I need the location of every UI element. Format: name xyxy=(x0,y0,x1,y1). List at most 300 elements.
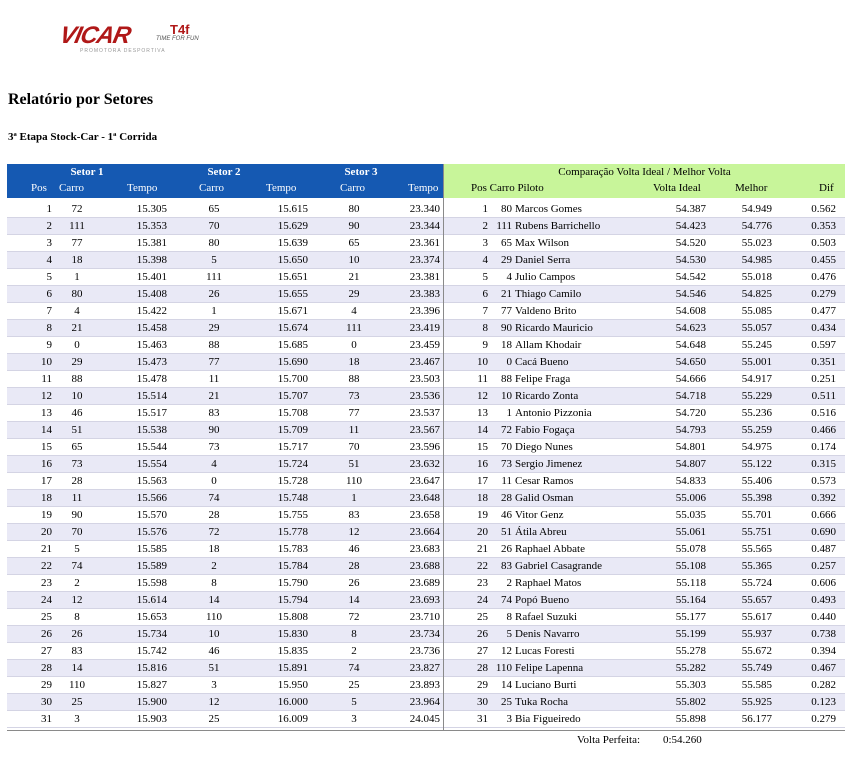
comparison-header xyxy=(444,164,845,198)
pos-cell: 9 xyxy=(46,339,52,351)
sector1-carro-cell: 12 xyxy=(71,594,83,606)
table-row xyxy=(444,490,845,507)
sector1-tempo-cell: 15.473 xyxy=(136,356,167,368)
sector3-carro-cell: 14 xyxy=(348,594,360,606)
sector3-carro-cell: 10 xyxy=(348,254,360,266)
sector3-tempo-cell: 23.648 xyxy=(409,492,440,504)
sector2-carro-cell: 25 xyxy=(208,713,220,725)
sector2-tempo-cell: 15.700 xyxy=(277,373,308,385)
col-volta-ideal: Volta Ideal xyxy=(653,182,701,194)
comp-piloto-cell: Max Wilson xyxy=(515,237,570,249)
sector3-carro-cell: 72 xyxy=(348,611,360,623)
comp-piloto-cell: Marcos Gomes xyxy=(515,203,582,215)
comp-melhor-cell: 54.917 xyxy=(741,373,772,385)
comp-carro-cell: 14 xyxy=(501,679,512,691)
comp-carro-cell: 18 xyxy=(501,339,512,351)
sectors-header xyxy=(7,164,443,198)
pos-cell: 29 xyxy=(41,679,52,691)
comp-pos-cell: 8 xyxy=(482,322,488,334)
table-row xyxy=(7,320,443,337)
sector1-carro-cell: 21 xyxy=(71,322,83,334)
sector3-carro-cell: 28 xyxy=(348,560,360,572)
sector1-carro-cell: 72 xyxy=(71,203,83,215)
sector3-tempo-cell: 23.710 xyxy=(409,611,440,623)
sector3-carro-cell: 8 xyxy=(351,628,357,640)
comp-piloto-cell: Gabriel Casagrande xyxy=(515,560,603,572)
sector2-heading: Setor 2 xyxy=(207,166,241,178)
sector1-carro-cell: 73 xyxy=(71,458,83,470)
sector2-carro-cell: 14 xyxy=(208,594,220,606)
sector3-tempo-cell: 23.459 xyxy=(409,339,440,351)
sector2-tempo-cell: 15.708 xyxy=(277,407,308,419)
sector3-tempo-cell: 23.693 xyxy=(409,594,440,606)
sector1-carro-cell: 74 xyxy=(71,560,83,572)
sector2-carro-cell: 1 xyxy=(211,305,217,317)
perfect-lap-label: Volta Perfeita: xyxy=(577,734,641,746)
sector2-carro-cell: 21 xyxy=(208,390,220,402)
comp-carro-cell: 1 xyxy=(506,407,512,419)
sector3-carro-cell: 74 xyxy=(348,662,360,674)
sector3-tempo-cell: 23.664 xyxy=(409,526,440,538)
comp-pos-cell: 18 xyxy=(477,492,488,504)
sector2-tempo-cell: 15.830 xyxy=(277,628,308,640)
comp-dif-cell: 0.606 xyxy=(811,577,836,589)
comp-melhor-cell: 54.975 xyxy=(741,441,772,453)
table-row xyxy=(444,337,845,354)
sector3-carro-cell: 4 xyxy=(351,305,357,317)
comp-melhor-cell: 55.236 xyxy=(741,407,772,419)
sector3-tempo-cell: 23.658 xyxy=(409,509,440,521)
comp-carro-cell: 26 xyxy=(501,543,512,555)
table-row xyxy=(444,541,845,558)
sector3-tempo-cell: 23.537 xyxy=(409,407,440,419)
sector1-carro-cell: 111 xyxy=(69,220,85,232)
comp-piloto-cell: Allam Khodair xyxy=(515,339,582,351)
sector3-tempo-cell: 23.736 xyxy=(409,645,440,657)
comp-ideal-cell: 54.793 xyxy=(675,424,706,436)
sector1-heading: Setor 1 xyxy=(70,166,104,178)
sector1-carro-cell: 65 xyxy=(71,441,83,453)
comp-ideal-cell: 55.108 xyxy=(675,560,706,572)
sector1-carro-cell: 11 xyxy=(71,492,83,504)
sector3-tempo-cell: 23.361 xyxy=(409,237,440,249)
comp-carro-cell: 73 xyxy=(501,458,512,470)
sector1-carro-cell: 46 xyxy=(71,407,83,419)
comp-pos-cell: 6 xyxy=(482,288,488,300)
sector1-carro-cell: 90 xyxy=(71,509,83,521)
sector2-carro-cell: 88 xyxy=(208,339,220,351)
comp-pos-cell: 25 xyxy=(477,611,488,623)
comp-melhor-cell: 55.406 xyxy=(741,475,772,487)
comp-ideal-cell: 54.720 xyxy=(675,407,706,419)
sector3-tempo-cell: 23.396 xyxy=(409,305,440,317)
comp-ideal-cell: 55.898 xyxy=(675,713,706,725)
comp-pos-cell: 31 xyxy=(477,713,488,725)
comp-piloto-cell: Ricardo Zonta xyxy=(515,390,579,402)
sector1-tempo-cell: 15.570 xyxy=(136,509,167,521)
comp-dif-cell: 0.123 xyxy=(811,696,836,708)
table-row xyxy=(444,439,845,456)
table-row xyxy=(444,694,845,711)
table-row xyxy=(7,558,443,575)
sector3-tempo-cell: 23.344 xyxy=(409,220,440,232)
comp-melhor-cell: 55.245 xyxy=(741,339,772,351)
sector3-tempo-cell: 23.734 xyxy=(409,628,440,640)
comp-piloto-cell: Antonio Pizzonia xyxy=(515,407,592,419)
sector3-carro-cell: 11 xyxy=(348,424,360,436)
sector1-carro-cell: 4 xyxy=(74,305,80,317)
table-row xyxy=(444,269,845,286)
pos-cell: 8 xyxy=(46,322,52,334)
sector1-carro-cell: 26 xyxy=(71,628,83,640)
sector3-carro-cell: 65 xyxy=(348,237,360,249)
comp-melhor-cell: 55.749 xyxy=(741,662,772,674)
pos-cell: 16 xyxy=(41,458,52,470)
sector2-carro-cell: 29 xyxy=(208,322,220,334)
pos-cell: 24 xyxy=(41,594,52,606)
sector3-carro-cell: 29 xyxy=(348,288,360,300)
comp-piloto-cell: Átila Abreu xyxy=(515,526,567,538)
table-row xyxy=(444,303,845,320)
comp-pos-cell: 26 xyxy=(477,628,488,640)
sector3-tempo-cell: 23.567 xyxy=(409,424,440,436)
comp-dif-cell: 0.351 xyxy=(811,356,836,368)
sector2-tempo-cell: 15.671 xyxy=(277,305,308,317)
comp-carro-cell: 3 xyxy=(506,713,512,725)
sector2-carro-cell: 18 xyxy=(208,543,220,555)
comp-piloto-cell: Julio Campos xyxy=(515,271,576,283)
table-row xyxy=(7,609,443,626)
sector3-carro-cell: 80 xyxy=(348,203,360,215)
vicar-logo: VICAR xyxy=(57,22,133,49)
comp-carro-cell: 2 xyxy=(506,577,512,589)
pos-cell: 15 xyxy=(41,441,52,453)
sector1-tempo-cell: 15.353 xyxy=(136,220,167,232)
comp-ideal-cell: 54.542 xyxy=(675,271,706,283)
comp-pos-cell: 13 xyxy=(477,407,488,419)
page-title: Relatório por Setores xyxy=(8,91,154,108)
sector3-tempo-cell: 23.683 xyxy=(409,543,440,555)
comp-piloto-cell: Bia Figueiredo xyxy=(515,713,581,725)
sector1-carro-cell: 88 xyxy=(71,373,83,385)
sector2-tempo-cell: 15.835 xyxy=(277,645,308,657)
table-row xyxy=(7,575,443,592)
sector3-carro-cell: 3 xyxy=(351,713,357,725)
table-row xyxy=(7,524,443,541)
sector3-tempo-cell: 23.503 xyxy=(409,373,440,385)
sector2-tempo-cell: 15.615 xyxy=(277,203,308,215)
col-tempo-2: Tempo xyxy=(266,182,297,194)
logo xyxy=(57,18,210,54)
table-divider xyxy=(443,164,444,730)
sector2-tempo-cell: 15.778 xyxy=(277,526,308,538)
sector3-carro-cell: 110 xyxy=(345,475,363,487)
sector1-tempo-cell: 15.478 xyxy=(136,373,167,385)
sector3-carro-cell: 83 xyxy=(348,509,360,521)
comp-ideal-cell: 54.423 xyxy=(675,220,706,232)
sector1-carro-cell: 3 xyxy=(74,713,80,725)
comp-ideal-cell: 55.118 xyxy=(676,577,706,589)
col-carro-1: Carro xyxy=(59,182,85,194)
table-row xyxy=(7,439,443,456)
sector1-carro-cell: 28 xyxy=(71,475,83,487)
sector1-carro-cell: 2 xyxy=(74,577,80,589)
pos-cell: 13 xyxy=(41,407,52,419)
comp-pos-cell: 16 xyxy=(477,458,488,470)
pos-cell: 11 xyxy=(41,373,52,385)
comp-pos-cell: 12 xyxy=(477,390,488,402)
comp-pos-cell: 14 xyxy=(477,424,488,436)
comp-pos-cell: 4 xyxy=(482,254,488,266)
bottom-rule xyxy=(7,730,845,731)
sector3-tempo-cell: 23.964 xyxy=(409,696,440,708)
comp-pos-cell: 2 xyxy=(482,220,488,232)
comp-pos-cell: 10 xyxy=(477,356,488,368)
sector3-carro-cell: 18 xyxy=(348,356,360,368)
sector2-carro-cell: 111 xyxy=(206,271,222,283)
sector1-carro-cell: 29 xyxy=(71,356,83,368)
comp-pos-cell: 15 xyxy=(477,441,488,453)
sector3-tempo-cell: 23.381 xyxy=(409,271,440,283)
table-row xyxy=(7,405,443,422)
comp-pos-cell: 3 xyxy=(482,237,488,249)
table-row xyxy=(444,286,845,303)
comp-melhor-cell: 55.023 xyxy=(741,237,772,249)
comp-ideal-cell: 54.608 xyxy=(675,305,706,317)
pos-cell: 25 xyxy=(41,611,52,623)
sector2-carro-cell: 77 xyxy=(208,356,220,368)
comp-pos-cell: 21 xyxy=(477,543,488,555)
comp-carro-cell: 74 xyxy=(501,594,512,606)
sector1-carro-cell: 0 xyxy=(74,339,80,351)
sector1-carro-cell: 18 xyxy=(71,254,83,266)
comp-piloto-cell: Tuka Rocha xyxy=(515,696,569,708)
sector1-tempo-cell: 15.538 xyxy=(136,424,167,436)
sector2-tempo-cell: 15.794 xyxy=(277,594,308,606)
comp-dif-cell: 0.467 xyxy=(811,662,836,674)
pos-cell: 20 xyxy=(41,526,52,538)
table-row xyxy=(7,303,443,320)
comp-carro-cell: 72 xyxy=(501,424,512,436)
comp-melhor-cell: 55.057 xyxy=(741,322,772,334)
t4f-logo: T4f xyxy=(170,22,190,37)
sector1-tempo-cell: 15.408 xyxy=(136,288,167,300)
sector2-carro-cell: 2 xyxy=(211,560,217,572)
col-carro-3: Carro xyxy=(340,182,366,194)
comp-ideal-cell: 54.387 xyxy=(675,203,706,215)
table-row xyxy=(444,660,845,677)
table-row xyxy=(7,660,443,677)
comp-dif-cell: 0.434 xyxy=(811,322,836,334)
sector2-tempo-cell: 15.728 xyxy=(277,475,308,487)
sector1-tempo-cell: 15.900 xyxy=(136,696,167,708)
table-row xyxy=(7,456,443,473)
table-row xyxy=(7,422,443,439)
sector3-carro-cell: 51 xyxy=(348,458,360,470)
comp-dif-cell: 0.511 xyxy=(811,390,836,402)
comp-melhor-cell: 56.177 xyxy=(741,713,772,725)
sector2-tempo-cell: 15.629 xyxy=(277,220,308,232)
comp-ideal-cell: 54.623 xyxy=(675,322,706,334)
pos-cell: 5 xyxy=(46,271,52,283)
sector1-carro-cell: 5 xyxy=(74,543,80,555)
comp-melhor-cell: 54.949 xyxy=(741,203,772,215)
table-row xyxy=(444,677,845,694)
table-row xyxy=(7,252,443,269)
sector1-tempo-cell: 15.653 xyxy=(136,611,167,623)
sector2-carro-cell: 4 xyxy=(211,458,217,470)
sector2-tempo-cell: 15.784 xyxy=(277,560,308,572)
comp-pos-cell: 1 xyxy=(482,203,488,215)
comp-carro-cell: 8 xyxy=(506,611,512,623)
sector1-tempo-cell: 15.381 xyxy=(136,237,167,249)
comp-carro-cell: 70 xyxy=(501,441,512,453)
sector3-carro-cell: 0 xyxy=(351,339,357,351)
col-dif: Dif xyxy=(819,182,834,194)
comp-carro-cell: 51 xyxy=(501,526,512,538)
table-row xyxy=(7,235,443,252)
sector3-carro-cell: 88 xyxy=(348,373,360,385)
col-carro-2: Carro xyxy=(199,182,225,194)
table-row xyxy=(444,354,845,371)
comp-pos-cell: 5 xyxy=(482,271,488,283)
sector3-tempo-cell: 23.536 xyxy=(409,390,440,402)
sector2-tempo-cell: 15.724 xyxy=(277,458,308,470)
sector2-carro-cell: 70 xyxy=(208,220,220,232)
table-row xyxy=(444,609,845,626)
sector3-heading: Setor 3 xyxy=(344,166,378,178)
pos-cell: 3 xyxy=(46,237,52,249)
comp-piloto-cell: Vitor Genz xyxy=(515,509,564,521)
sector1-tempo-cell: 15.458 xyxy=(136,322,167,334)
sector3-tempo-cell: 23.340 xyxy=(409,203,440,215)
sector3-tempo-cell: 23.596 xyxy=(409,441,440,453)
comp-pos-cell: 24 xyxy=(477,594,488,606)
comp-melhor-cell: 55.585 xyxy=(741,679,772,691)
pos-cell: 18 xyxy=(41,492,52,504)
comp-ideal-cell: 55.061 xyxy=(675,526,706,538)
comp-pos-cell: 19 xyxy=(477,509,488,521)
table-row xyxy=(7,643,443,660)
comp-carro-cell: 65 xyxy=(501,237,512,249)
pos-cell: 28 xyxy=(41,662,52,674)
sector1-tempo-cell: 15.742 xyxy=(136,645,167,657)
sector2-carro-cell: 80 xyxy=(208,237,220,249)
comp-piloto-cell: Sergio Jimenez xyxy=(515,458,583,470)
sector2-tempo-cell: 15.709 xyxy=(277,424,308,436)
comp-melhor-cell: 55.259 xyxy=(741,424,772,436)
comp-ideal-cell: 54.833 xyxy=(675,475,706,487)
comp-dif-cell: 0.174 xyxy=(811,441,836,453)
comp-melhor-cell: 55.229 xyxy=(741,390,772,402)
pos-cell: 4 xyxy=(46,254,52,266)
pos-cell: 19 xyxy=(41,509,52,521)
comp-piloto-cell: Fabio Fogaça xyxy=(515,424,575,436)
sector3-carro-cell: 77 xyxy=(348,407,360,419)
sector1-carro-cell: 10 xyxy=(71,390,83,402)
comp-piloto-cell: Cacá Bueno xyxy=(515,356,569,368)
sector3-tempo-cell: 23.383 xyxy=(409,288,440,300)
comp-carro-cell: 4 xyxy=(506,271,512,283)
comp-ideal-cell: 55.164 xyxy=(675,594,706,606)
comp-dif-cell: 0.251 xyxy=(811,373,836,385)
comp-dif-cell: 0.440 xyxy=(811,611,836,623)
comp-melhor-cell: 55.018 xyxy=(741,271,772,283)
comp-melhor-cell: 55.365 xyxy=(741,560,772,572)
comp-carro-cell: 90 xyxy=(501,322,512,334)
sectors-table xyxy=(7,201,443,728)
comp-melhor-cell: 55.657 xyxy=(741,594,772,606)
sector1-tempo-cell: 15.422 xyxy=(136,305,167,317)
comp-pos-cell: 7 xyxy=(482,305,488,317)
sector2-tempo-cell: 15.685 xyxy=(277,339,308,351)
sector1-carro-cell: 110 xyxy=(68,679,86,691)
comp-melhor-cell: 55.925 xyxy=(741,696,772,708)
comp-ideal-cell: 54.650 xyxy=(675,356,706,368)
table-row xyxy=(444,235,845,252)
comp-carro-cell: 77 xyxy=(501,305,512,317)
pos-cell: 23 xyxy=(41,577,52,589)
sector2-carro-cell: 72 xyxy=(208,526,220,538)
sector1-tempo-cell: 15.585 xyxy=(136,543,167,555)
comp-ideal-cell: 55.278 xyxy=(675,645,706,657)
sector2-tempo-cell: 15.650 xyxy=(277,254,308,266)
sector3-tempo-cell: 23.827 xyxy=(409,662,440,674)
sector3-carro-cell: 21 xyxy=(348,271,360,283)
table-row xyxy=(7,711,443,728)
comparison-table xyxy=(444,201,845,728)
sector1-carro-cell: 77 xyxy=(71,237,83,249)
sector2-tempo-cell: 15.783 xyxy=(277,543,308,555)
comp-carro-cell: 29 xyxy=(501,254,512,266)
sector3-carro-cell: 46 xyxy=(348,543,360,555)
comp-piloto-cell: Cesar Ramos xyxy=(515,475,574,487)
sector1-carro-cell: 51 xyxy=(71,424,83,436)
comp-dif-cell: 0.392 xyxy=(811,492,836,504)
comp-ideal-cell: 55.006 xyxy=(675,492,706,504)
table-row xyxy=(444,592,845,609)
sector2-tempo-cell: 15.950 xyxy=(277,679,308,691)
table-row xyxy=(7,337,443,354)
comp-pos-cell: 17 xyxy=(477,475,488,487)
comp-ideal-cell: 55.177 xyxy=(675,611,706,623)
sector3-carro-cell: 111 xyxy=(346,322,362,334)
comp-carro-cell: 25 xyxy=(501,696,512,708)
table-row xyxy=(444,320,845,337)
comp-ideal-cell: 54.520 xyxy=(675,237,706,249)
comp-piloto-cell: Raphael Abbate xyxy=(515,543,585,555)
sector2-carro-cell: 8 xyxy=(211,577,217,589)
table-row xyxy=(444,371,845,388)
comp-dif-cell: 0.597 xyxy=(811,339,836,351)
pos-cell: 7 xyxy=(46,305,52,317)
pos-cell: 2 xyxy=(46,220,52,232)
col-tempo-3: Tempo xyxy=(408,182,439,194)
pos-cell: 14 xyxy=(41,424,52,436)
table-row xyxy=(7,677,443,694)
comp-carro-cell: 12 xyxy=(501,645,512,657)
comp-dif-cell: 0.279 xyxy=(811,288,836,300)
sector2-tempo-cell: 15.674 xyxy=(277,322,308,334)
comp-melhor-cell: 55.937 xyxy=(741,628,772,640)
comp-carro-cell: 80 xyxy=(501,203,512,215)
comp-dif-cell: 0.455 xyxy=(811,254,836,266)
table-row xyxy=(7,371,443,388)
table-row xyxy=(7,473,443,490)
comp-piloto-cell: Popó Bueno xyxy=(515,594,570,606)
comp-ideal-cell: 55.078 xyxy=(675,543,706,555)
sector2-carro-cell: 26 xyxy=(208,288,220,300)
